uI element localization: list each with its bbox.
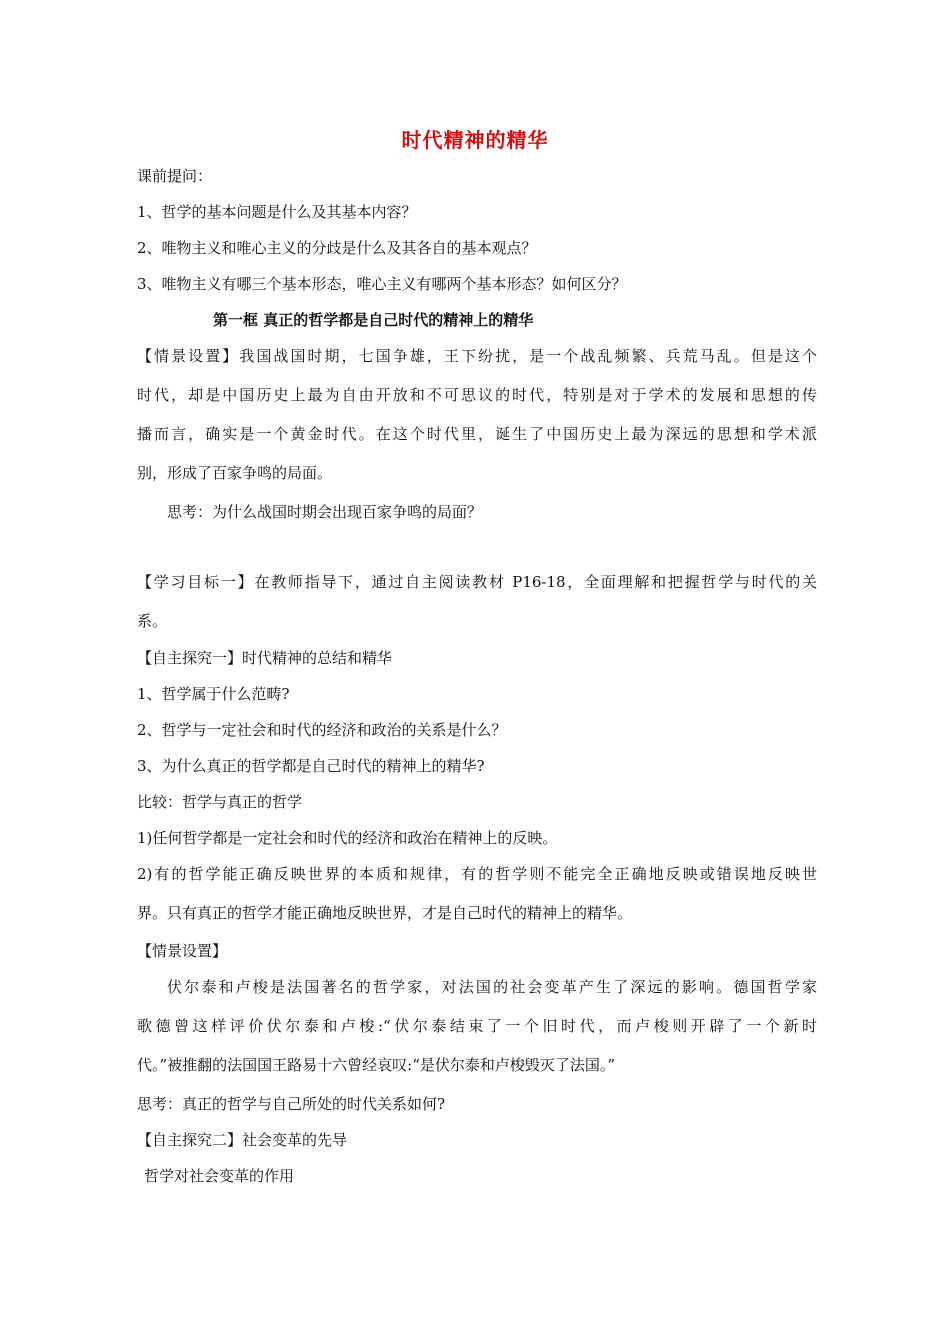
- think-question-1: 思考：为什么战国时期会出现百家争鸣的局面？: [167, 503, 483, 521]
- scenario-1-line-4: 别，形成了百家争鸣的局面。: [137, 464, 333, 482]
- think-question-2: 思考：真正的哲学与自己所处的时代关系如何?: [137, 1095, 446, 1113]
- inquiry-1-question-1: 1、哲学属于什么范畴?: [137, 685, 290, 703]
- inquiry-1-heading: 【自主探究一】时代精神的总结和精华: [137, 649, 393, 667]
- pre-class-questions-heading: 课前提问：: [137, 167, 213, 185]
- comparison-point-1: 1)任何哲学都是一定社会和时代的经济和政治在精神上的反映。: [137, 829, 558, 847]
- scenario-1-line-2: 时代，却是中国历史上最为自由开放和不可思议的时代，特别是对于学术的发展和思想的传: [137, 386, 817, 404]
- question-2: 2、唯物主义和唯心主义的分歧是什么及其各自的基本观点？: [137, 239, 537, 257]
- scenario-2-line-3: 代。”被推翻的法国国王路易十六曾经哀叹:“是伏尔泰和卢梭毁灭了法国。”: [137, 1056, 616, 1074]
- comparison-point-2-line-2: 界。只有真正的哲学才能正确地反映世界，才是自己时代的精神上的精华。: [137, 904, 633, 922]
- scenario-2-line-1: 伏尔泰和卢梭是法国著名的哲学家，对法国的社会变革产生了深远的影响。德国哲学家: [167, 978, 817, 996]
- document-title: 时代精神的精华: [401, 128, 549, 152]
- comparison-heading: 比较：哲学与真正的哲学: [137, 793, 303, 811]
- inquiry-2-subheading: 哲学对社会变革的作用: [144, 1167, 295, 1185]
- scenario-2-heading: 【情景设置】: [137, 942, 228, 960]
- inquiry-1-question-3: 3、为什么真正的哲学都是自己时代的精神上的精华?: [137, 757, 485, 775]
- section-heading: 第一框 真正的哲学都是自己时代的精神上的精华: [213, 311, 534, 329]
- scenario-1-line-1: 【情景设置】我国战国时期，七国争雄，王下纷扰，是一个战乱频繁、兵荒马乱。但是这个: [137, 347, 817, 365]
- question-1: 1、哲学的基本问题是什么及其基本内容？: [137, 203, 417, 221]
- learning-goal-line-2: 系。: [137, 612, 168, 630]
- learning-goal-line-1: 【学习目标一】在教师指导下，通过自主阅读教材 P16-18，全面理解和把握哲学与时代的关: [137, 573, 817, 591]
- comparison-point-2-line-1: 2)有的哲学能正确反映世界的本质和规律，有的哲学则不能完全正确地反映或错误地反映世: [137, 865, 817, 883]
- inquiry-2-heading: 【自主探究二】社会变革的先导: [137, 1131, 348, 1149]
- scenario-1-line-3: 播而言，确实是一个黄金时代。在这个时代里，诞生了中国历史上最为深远的思想和学术派: [137, 425, 817, 443]
- inquiry-1-question-2: 2、哲学与一定社会和时代的经济和政治的关系是什么？: [137, 721, 507, 739]
- scenario-2-line-2: 歌德曾这样评价伏尔泰和卢梭:“伏尔泰结束了一个旧时代，而卢梭则开辟了一个新时: [137, 1017, 817, 1035]
- question-3: 3、唯物主义有哪三个基本形态，唯心主义有哪两个基本形态？如何区分？: [137, 275, 627, 293]
